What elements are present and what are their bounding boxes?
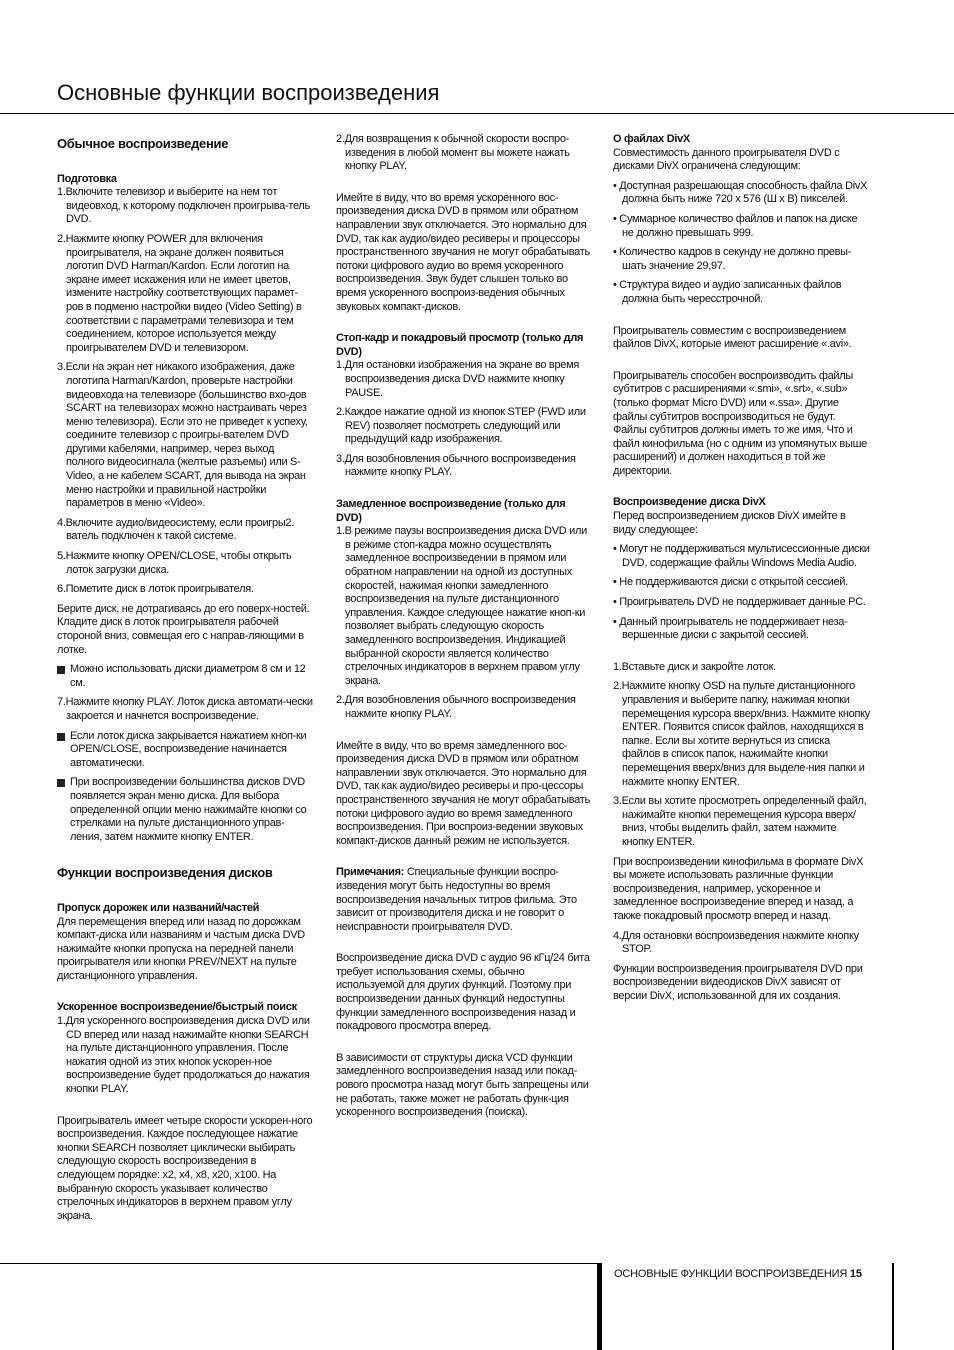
heading-skip: Пропуск дорожек или названий/частей bbox=[57, 901, 260, 914]
column-2 bbox=[336, 133, 590, 1126]
heading-preparation: Подготовка bbox=[57, 172, 117, 185]
divx-before-text: Перед воспроизведением дисков DivX имейте в виду следующее: bbox=[613, 510, 846, 536]
prep-step-7: 7.Нажмите кнопку PLAY. Лоток диска автомати-чески закроется и начнется воспроизведение. bbox=[57, 696, 313, 722]
heading-fast-play: Ускоренное воспроизведение/быстрый поиск bbox=[57, 1001, 297, 1014]
divx-subtitles-text: Проигрыватель способен воспроизводить файлы субтитров с расширениями «.smi», «.srt», «.sub» (только формат Micro DVD) или «.ssa». Другие файлы субтитров воспроизводиться не будут. Файлы субтитров должны иметь то же имя. Что и файл кинофильма (но с одним из упомянутых выше расширений) и должен находиться в той же директории. bbox=[613, 369, 867, 477]
disc-handling-text: Берите диск, не дотрагиваясь до его поверх-ностей. Кладите диск в лоток проигрывателя рабочей стороной вниз, совмещая его с направ-ляющими в лотке. bbox=[57, 602, 310, 656]
fast-audio-note: Имейте в виду, что во время ускоренного вос-произведения диска DVD в прямом или обратном направлении звук отключается. Это нормально для DVD, так как аудио/видео ресиверы и процессоры пространственного звучания не могут обрабатывать потоки цифрового аудио во время ускоренного воспроизведения. Звук будет слышен только во время ускоренного воспроиз-ведения обычных звуковых компакт-дисков. bbox=[336, 191, 590, 313]
page-footer bbox=[614, 1268, 862, 1280]
divx-functions-text: При воспроизведении кинофильма в формате DivX вы можете использовать различные функции воспроизведения, например, ускоренное и замедленное воспроизведение вперед и назад, а также покадровый просмотр вперед и назад. bbox=[613, 855, 864, 922]
right-edge-rule bbox=[892, 1263, 894, 1350]
heading-slow: Замедленное воспроизведение (только для DVD) bbox=[336, 498, 566, 524]
note-disc-menu-text: При воспроизведении большинства дисков DVD появляется экран меню диска. Для выбора определенной опции меню нажимайте кнопки со стрелками на пульте дистанционного управ-ления, затем нажмите кнопку ENTER. bbox=[70, 776, 307, 843]
play-bullet-pc-data: • Проигрыватель DVD не поддерживает данные PC. bbox=[613, 596, 866, 609]
heading-disc-functions: Функции воспроизведения дисков bbox=[57, 865, 273, 881]
notes-label: Примечания: bbox=[336, 866, 405, 879]
fast-step-2: 2.Для возвращения к обычной скорости воспро-изведения в любой момент вы можете нажать кнопку PLAY. bbox=[336, 133, 570, 173]
note-auto-play-text: Если лоток диска закрывается нажатием кноп-ки OPEN/CLOSE, воспроизведение начинается автоматически. bbox=[70, 729, 307, 769]
divx-bullet-interlaced: • Структура видео и аудио записанных файлов должна быть чересстрочной. bbox=[613, 279, 842, 305]
skip-text: Для перемещения вперед или назад по дорожкам компакт-диска или названиям и частым диска DVD нажимайте кнопки пропуска на передней панели проигрывателя или кнопки PREV/NEXT на пульте дистанционного управления. bbox=[57, 915, 305, 982]
notes-paragraph bbox=[336, 866, 590, 934]
divx-bullet-files: • Суммарное количество файлов и папок на диске не должно превышать 999. bbox=[613, 212, 858, 239]
page-number: 15 bbox=[849, 1268, 862, 1280]
play-bullet-open-session: • Не поддерживаются диски с открытой сессией. bbox=[613, 576, 848, 589]
notes-text: Специальные функции воспро-изведения могут быть недоступны во время воспроизведения начальных титров фильма. Это зависит от производителя диска и не говорит о неисправности проигрывателя DVD. bbox=[336, 866, 577, 933]
page-title: Основные функции воспроизведения bbox=[57, 80, 440, 105]
divx-compat-text: Совместимость данного проигрывателя DVD с дисками DivX ограничена следующим: bbox=[613, 146, 840, 173]
note-disc-size-text: Можно использовать диски диаметром 8 см и 12 см. bbox=[70, 663, 306, 689]
still-step-1: 1.Для остановки изображения на экране во время воспроизведения диска DVD нажмите кнопку PAUSE. bbox=[336, 359, 580, 399]
divx-version-text: Функции воспроизведения проигрывателя DVD при воспроизведении видеодисков DivX зависят от версии DivX, использованной для их создания. bbox=[613, 962, 863, 1002]
divx-bullet-resolution: • Доступная разрешающая способность файла DivX должна быть ниже 720 x 576 (Ш x В) пикселей. bbox=[613, 179, 868, 206]
divx-step-2: 2.Нажмите кнопку OSD на пульте дистанционного управления и выберите папку, нажимая кнопки перемещения курсора вверх/вниз. Нажмите кнопку ENTER. Появится список файлов, находящихся в папке. Если вы хотите вернуться из списка файлов в список папок, нажимайте кнопки перемещения вверх/вниз для выделе-ния папки и нажмите кнопку ENTER. bbox=[613, 680, 870, 788]
divx-step-4: 4.Для остановки воспроизведения нажмите кнопку STOP. bbox=[613, 929, 859, 956]
play-bullet-multisession: • Могут не поддерживаться мультисессионные диски DVD, содержащие файлы Windows Media Audio. bbox=[613, 543, 870, 569]
heading-divx-files: О файлах DivX bbox=[613, 133, 690, 145]
still-step-3: 3.Для возобновления обычного воспроизведения нажмите кнопку PLAY. bbox=[336, 452, 576, 479]
heading-still: Стоп-кадр и покадровый просмотр (только для DVD) bbox=[336, 332, 584, 358]
audio-96khz-note: Воспроизведение диска DVD с аудио 96 кГц/24 бита требует использования схемы, обычно используемой для других функций. Поэтому при воспроизведении данных функций недоступны функции замедленного воспроизведения назад и покадрового просмотра вперед. bbox=[336, 952, 590, 1033]
slow-audio-note: Имейте в виду, что во время замедленного вос-произведения диска DVD в прямом или обратном направлении звук отключается. Это нормально для DVD, так как аудио/видео ресиверы и про-цессоры пространственного звучания не могут обрабатывать потоки цифрового аудио во время замедленного воспроизведения. При воспроиз-ведении звуковых компакт-дисков данный режим не используется. bbox=[336, 739, 590, 847]
prep-step-1: 1.Включите телевизор и выберите на нем тот видеовход, к которому подключен проигрыва-тель DVD. bbox=[57, 186, 310, 226]
note-disc-size bbox=[57, 663, 313, 690]
fast-step-1: 1.Для ускоренного воспроизведения диска DVD или CD вперед или назад нажимайте кнопки SEARCH на пульте дистанционного управления. После нажатия одной из этих кнопок ускорен-ное воспроизведение будет продолжаться до нажатия кнопки PLAY. bbox=[57, 1015, 310, 1096]
slow-step-1: 1.В режиме паузы воспроизведения диска DVD или в режиме стоп-кадра можно осуществлять замедленное воспроизведении в прямом или обратном направлении на одной из доступных скоростей, нажимая кнопки замедленного воспроизведения на пульте дистанционного управления. Каждое следующее нажатие кноп-ки позволяет выбрать следующую скорость замедленного воспроизведения. Индикацией выбранной скорости является количество стрелочных индикаторов в верхнем правом углу экрана. bbox=[336, 525, 587, 687]
heading-normal-playback: Обычное воспроизведение bbox=[57, 136, 229, 151]
note-disc-menu bbox=[57, 776, 313, 844]
prep-step-5: 5.Нажмите кнопку OPEN/CLOSE, чтобы открыть лоток загрузки диска. bbox=[57, 550, 292, 576]
divx-avi-text: Проигрыватель совместим с воспроизведением файлов DivX, которые имеют расширение «.avi». bbox=[613, 324, 852, 351]
column-1 bbox=[57, 133, 313, 1229]
note-auto-play bbox=[57, 730, 313, 771]
fast-speeds-text: Проигрыватель имеет четыре скорости ускорен-ного воспроизведения. Каждое последующее нажатие кнопки SEARCH позволяет циклически выбирать следующую скорость воспроизведения в следующем порядке: x2, x4, x8, x20, x100. На выбранную скорость указывает количество стрелочных индикаторов в верхнем правом углу экрана. bbox=[57, 1114, 313, 1222]
slow-step-2: 2.Для возобновления обычного воспроизведения нажмите кнопку PLAY. bbox=[336, 694, 576, 720]
prep-step-3: 3.Если на экран нет никакого изображения, даже логотипа Harman/Kardon, проверьте настройки видеовхода на телевизоре (большинство вхо-дов SCART на телевизорах можно настраивать через меню телевизора). Если это не приведет к успеху, соедините телевизор с проигры-вателем DVD другими кабелями, например, через выход полного видеосигнала (желтые разъемы) или S-Video, а не кабелем SCART, для вывода на экран меню настройки и правильной настройки параметров в меню «Video». bbox=[57, 361, 308, 510]
top-rule bbox=[0, 113, 954, 114]
footer-divider bbox=[597, 1263, 602, 1350]
footer-section-title: ОСНОВНЫЕ ФУНКЦИИ ВОСПРОИЗВЕДЕНИЯ bbox=[614, 1268, 848, 1280]
divx-step-1: 1.Вставьте диск и закройте лоток. bbox=[613, 660, 776, 673]
divx-bullet-fps: • Количество кадров в секунду не должно превы-шать значение 29,97. bbox=[613, 246, 852, 272]
vcd-note: В зависимости от структуры диска VCD функции замедленного воспроизведения назад или покад-рового просмотра назад могут быть запрещены или не работать, также может не работать функ-ция ускоренного воспроизведения (поиска). bbox=[336, 1051, 589, 1119]
prep-step-6: 6.Пометите диск в лоток проигрывателя. bbox=[57, 583, 254, 596]
still-step-2: 2.Каждое нажатие одной из кнопок STEP (FWD или REV) позволяет посмотреть следующий или предыдущий кадр изображения. bbox=[336, 406, 586, 446]
heading-divx-playback: Воспроизведение диска DivX bbox=[613, 496, 766, 509]
prep-step-2: 2.Нажмите кнопку POWER для включения проигрывателя, на экране должен появиться логотип DVD Harman/Kardon. Если логотип на экране имеет искажения или не имеет цветов, измените настройку соответствующих парамет-ров в подменю настройки видео (Video Setting) в соответствии с параметрами телевизора и тем соединением, которое используется между проигрывателем DVD и телевизором. bbox=[57, 232, 302, 354]
column-3 bbox=[613, 133, 870, 1009]
divx-step-3: 3.Если вы хотите просмотреть определенный файл, нажимайте кнопки перемещения курсора вверх/вниз, чтобы выделить файл, затем нажмите кнопку ENTER. bbox=[613, 795, 867, 848]
play-bullet-closed-session: • Данный проигрыватель не поддерживает неза-вершенные диски с закрытой сессией. bbox=[613, 615, 848, 642]
bottom-rule bbox=[0, 1263, 600, 1264]
prep-step-4: 4.Включите аудио/видеосистему, если проигры2. ватель подключен к такой системе. bbox=[57, 516, 295, 543]
